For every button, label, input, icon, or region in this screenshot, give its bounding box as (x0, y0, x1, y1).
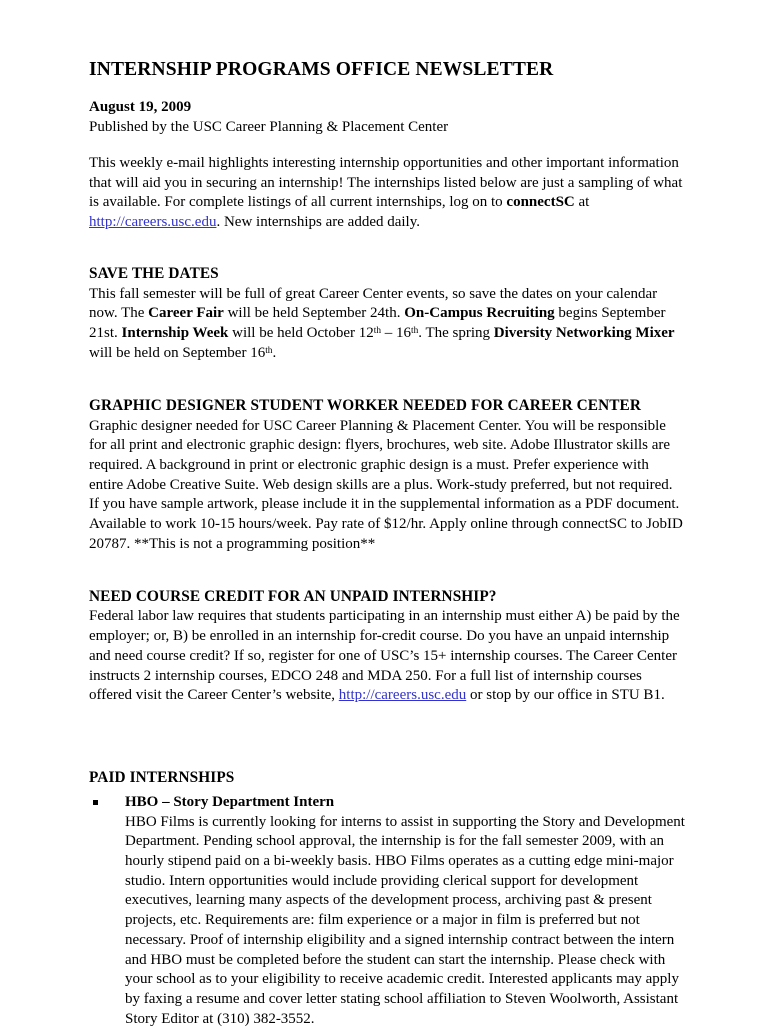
connectsc-label: connectSC (506, 194, 575, 211)
spacer-before-course-credit (89, 555, 685, 587)
std-part1: This fall semester will be full of great Career Center events, so save the dates on your calendar now. The (89, 285, 658, 322)
std-part8: . (272, 344, 277, 361)
career-fair-label: Career Fair (148, 305, 224, 322)
diversity-networking-mixer-label: Diversity Networking Mixer (493, 325, 675, 342)
std-part6: . The spring (418, 325, 494, 342)
intro-paragraph (89, 154, 685, 233)
save-the-dates-body (89, 285, 685, 364)
credit-part1: Federal labor law requires that students participating in an internship must either A) be paid by the employer; or, B) be enrolled in an internship for-credit course. Do you have an unpaid internship and need course credit? If so, register for one of USC’s 15+ internship courses. The Career Center instructs 2 internship courses, EDCO 248 and MDA 250. For a full list of internship courses offered visit the Career Center’s website, (89, 608, 680, 704)
section-save-the-dates (89, 264, 685, 364)
section-graphic-designer (89, 396, 685, 555)
std-part7: will be held on September 16 (89, 344, 266, 361)
page-title: INTERNSHIP PROGRAMS OFFICE NEWSLETTER (89, 59, 554, 80)
graphic-designer-heading: GRAPHIC DESIGNER STUDENT WORKER NEEDED FOR CAREER CENTER (89, 396, 641, 414)
course-credit-heading: NEED COURSE CREDIT FOR AN UNPAID INTERNSHIP? (89, 587, 497, 605)
section-paid-internships (89, 768, 685, 1030)
careers-usc-edu-link-secondary[interactable]: http://careers.usc.edu (338, 687, 467, 704)
document-content (89, 58, 685, 1030)
internship-title: HBO – Story Department Intern (125, 793, 335, 810)
paid-internships-heading: PAID INTERNSHIPS (89, 769, 235, 786)
std-part3: begins September 21st. (89, 305, 666, 342)
intro-text-part1: This weekly e-mail highlights interesting internship opportunities and other important information that will aid you in securing an internship! The internships listed below are just a sampling of what is available. For complete listings of all current internships, log on to (89, 155, 683, 211)
intro-text-part3: . New internships are added daily. (216, 214, 421, 231)
ordinal-suffix-12th: th (373, 326, 381, 337)
spacer-before-graphic-designer (89, 364, 685, 396)
intro-text-part2: at (574, 194, 590, 211)
spacer-before-save-the-dates (89, 233, 685, 264)
square-bullet-icon (93, 800, 98, 805)
publisher-line: Published by the USC Career Planning & Placement Center (89, 118, 449, 135)
course-credit-body (89, 607, 685, 706)
list-item (89, 793, 685, 1030)
on-campus-recruiting-label: On-Campus Recruiting (404, 305, 555, 322)
graphic-designer-body: Graphic designer needed for USC Career Planning & Placement Center. You will be responsible for all print and electronic graphic design: flyers, brochures, web site. Adobe Illustrator skills are required. A background in print or electronic graphic design is a must. Prefer experience with entire Adobe Creative Suite. Web design skills are a plus. Work-study preferred, but not required. If you have sample artwork, please include it in the supplemental information as a PDF document. Available to work 10-15 hours/week. Pay rate of $12/hr. Apply online through connectSC to JobID 20787. **This is not a programming position** (89, 417, 683, 552)
save-the-dates-heading: SAVE THE DATES (89, 264, 219, 282)
publication-date: August 19, 2009 (89, 99, 192, 115)
internship-week-label: Internship Week (121, 325, 229, 342)
spacer-before-paid-internships (89, 706, 685, 768)
ordinal-suffix-16th: th (410, 326, 419, 337)
std-part4: will be held October 12 (228, 325, 374, 342)
std-part2: will be held September 24th. (223, 305, 405, 322)
section-course-credit (89, 587, 685, 706)
ordinal-suffix-sept-16th: th (265, 346, 273, 357)
internship-description: HBO Films is currently looking for interns to assist in supporting the Story and Development Department. Pending school approval, the internship is for the fall semester 2009, with an hourly stipend paid on a bi-weekly basis. HBO Films operates as a cutting edge mini-major studio. Intern opportunities would include providing clerical support for development executives, learning many aspects of the development process, archiving past & present projects, etc. Requirements are: film experience or a major in film is preferred but not necessary. Proof of internship eligibility and a signed internship contract between the intern and HBO must be completed before the student can start the internship. Please check with your school as to your eligibility to receive academic credit. Interested applicants may apply by faxing a resume and cover letter stating school affiliation to Steven Woolworth, Assistant Story Editor at (310) 382-3552. (125, 813, 685, 1027)
credit-part2: or stop by our office in STU B1. (466, 687, 665, 704)
std-part5: – 16 (380, 325, 411, 342)
careers-usc-edu-link[interactable]: http://careers.usc.edu (89, 214, 217, 231)
